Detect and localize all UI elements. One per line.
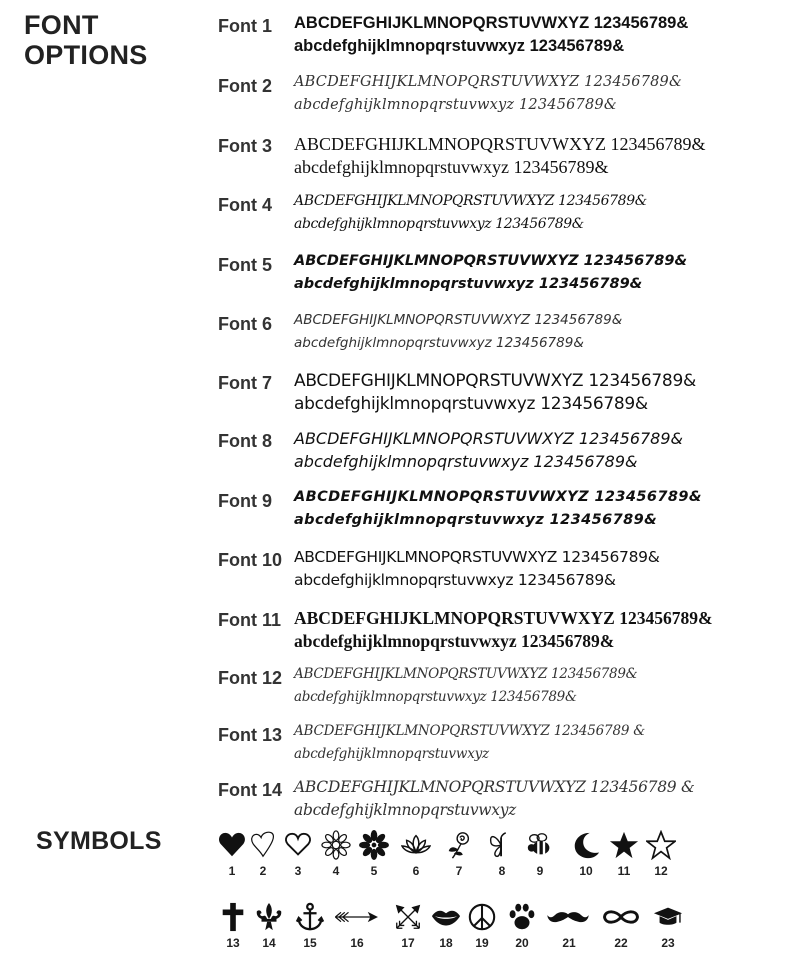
font-sample-uppercase: ABCDEFGHIJKLMNOPQRSTUVWXYZ 123456789& <box>294 371 696 391</box>
infinity-icon <box>601 900 641 934</box>
symbol-number: 13 <box>226 936 240 950</box>
symbol-number: 7 <box>455 864 463 878</box>
symbol-option-16 <box>337 900 377 950</box>
symbol-number: 5 <box>370 864 378 878</box>
heading-line-font: FONT <box>24 10 99 40</box>
font-sample-uppercase: ABCDEFGHIJKLMNOPQRSTUVWXYZ 123456789& <box>294 134 706 154</box>
symbol-number: 11 <box>617 864 631 878</box>
symbol-option-4 <box>316 828 356 878</box>
font-sample-lowercase: abcdefghijklmnopqrstuvwxyz 123456789& <box>294 276 643 292</box>
font-label: Font 7 <box>218 373 272 393</box>
symbol-option-8 <box>482 828 522 878</box>
symbol-number: 9 <box>536 864 544 878</box>
arrow-icon <box>337 900 377 934</box>
font-label: Font 11 <box>218 610 282 630</box>
paw-print-icon <box>502 900 542 934</box>
font-sample-lowercase: abcdefghijklmnopqrstuvwxyz 123456789& <box>294 335 584 351</box>
butterfly-icon <box>482 828 522 862</box>
anchor-icon <box>290 900 330 934</box>
font-sample-lowercase: abcdefghijklmnopqrstuvwxyz 123456789& <box>294 631 615 651</box>
symbol-number: 4 <box>332 864 340 878</box>
font-sample-uppercase: ABCDEFGHIJKLMNOPQRSTUVWXYZ 123456789& <box>294 666 638 682</box>
star-outline-icon <box>641 828 681 862</box>
lotus-icon <box>396 828 436 862</box>
bee-icon <box>520 828 560 862</box>
star-filled-icon <box>604 828 644 862</box>
font-sample-lowercase: abcdefghijklmnopqrstuvwxyz 123456789& <box>294 452 638 471</box>
symbol-number: 6 <box>412 864 420 878</box>
font-sample-uppercase: ABCDEFGHIJKLMNOPQRSTUVWXYZ 123456789& <box>294 429 684 448</box>
symbol-option-20 <box>502 900 542 950</box>
cross-icon <box>213 900 253 934</box>
symbol-option-11 <box>604 828 644 878</box>
crescent-moon-icon <box>566 828 606 862</box>
peace-sign-icon <box>462 900 502 934</box>
daisy-outline-icon <box>316 828 356 862</box>
heart-outline-icon <box>278 828 318 862</box>
font-sample-lowercase: abcdefghijklmnopqrstuvwxyz 123456789& <box>294 512 658 528</box>
rose-icon <box>439 828 479 862</box>
fleur-de-lis-icon <box>249 900 289 934</box>
font-sample-uppercase: ABCDEFGHIJKLMNOPQRSTUVWXYZ 123456789& <box>294 14 689 32</box>
symbol-number: 19 <box>475 936 489 950</box>
font-sample-uppercase: ABCDEFGHIJKLMNOPQRSTUVWXYZ 123456789 & <box>294 778 695 796</box>
symbol-option-19 <box>462 900 502 950</box>
symbol-option-5 <box>354 828 394 878</box>
heart-outline-thin-icon <box>243 828 283 862</box>
graduation-cap-icon <box>648 900 688 934</box>
symbol-number: 14 <box>262 936 276 950</box>
symbol-number: 17 <box>401 936 415 950</box>
mustache-icon <box>549 900 589 934</box>
symbol-option-22 <box>601 900 641 950</box>
font-sample-lowercase: abcdefghijklmnopqrstuvwxyz 123456789& <box>294 37 625 55</box>
symbol-number: 10 <box>579 864 593 878</box>
symbol-number: 1 <box>228 864 236 878</box>
symbol-number: 20 <box>515 936 529 950</box>
font-label: Font 5 <box>218 255 272 275</box>
font-label: Font 3 <box>218 136 272 156</box>
symbols-heading: SYMBOLS <box>36 827 162 855</box>
font-sample-lowercase: abcdefghijklmnopqrstuvwxyz 123456789& <box>294 689 577 705</box>
font-label: Font 13 <box>218 725 283 745</box>
font-label: Font 4 <box>218 195 272 215</box>
symbol-option-18 <box>426 900 466 950</box>
font-label: Font 6 <box>218 314 272 334</box>
font-sample-uppercase: ABCDEFGHIJKLMNOPQRSTUVWXYZ 123456789& <box>294 312 623 328</box>
symbol-number: 21 <box>562 936 576 950</box>
font-label: Font 9 <box>218 491 272 511</box>
font-sample-uppercase: ABCDEFGHIJKLMNOPQRSTUVWXYZ 123456789& <box>294 74 683 90</box>
font-sample-uppercase: ABCDEFGHIJKLMNOPQRSTUVWXYZ 123456789& <box>294 608 713 628</box>
font-label: Font 12 <box>218 668 283 688</box>
symbol-number: 23 <box>661 936 675 950</box>
symbol-option-6 <box>396 828 436 878</box>
font-sample-lowercase: abcdefghijklmnopqrstuvwxyz 123456789& <box>294 571 616 589</box>
symbol-number: 8 <box>498 864 506 878</box>
symbol-option-14 <box>249 900 289 950</box>
symbol-option-23 <box>648 900 688 950</box>
font-sample-lowercase: abcdefghijklmnopqrstuvwxyz <box>294 801 517 819</box>
font-sample-uppercase: ABCDEFGHIJKLMNOPQRSTUVWXYZ 123456789& <box>294 489 702 505</box>
font-label: Font 2 <box>218 76 272 96</box>
symbol-number: 15 <box>303 936 317 950</box>
font-sample-lowercase: abcdefghijklmnopqrstuvwxyz 123456789& <box>294 157 609 177</box>
font-label: Font 10 <box>218 550 283 570</box>
font-sample-uppercase: ABCDEFGHIJKLMNOPQRSTUVWXYZ 123456789 & <box>294 723 646 739</box>
font-sample-uppercase: ABCDEFGHIJKLMNOPQRSTUVWXYZ 123456789& <box>294 548 660 566</box>
heading-line-options: OPTIONS <box>24 40 148 70</box>
font-sample-lowercase: abcdefghijklmnopqrstuvwxyz 123456789& <box>294 394 648 414</box>
flower-filled-icon <box>354 828 394 862</box>
symbol-number: 2 <box>259 864 267 878</box>
symbol-option-7 <box>439 828 479 878</box>
symbol-option-9 <box>520 828 560 878</box>
font-sample-lowercase: abcdefghijklmnopqrstuvwxyz 123456789& <box>294 216 584 232</box>
symbol-option-15 <box>290 900 330 950</box>
symbol-option-12 <box>641 828 681 878</box>
symbol-option-13 <box>213 900 253 950</box>
symbol-option-3 <box>278 828 318 878</box>
font-sample-lowercase: abcdefghijklmnopqrstuvwxyz <box>294 746 489 762</box>
symbol-option-2 <box>243 828 283 878</box>
symbol-number: 3 <box>294 864 302 878</box>
font-sample-uppercase: ABCDEFGHIJKLMNOPQRSTUVWXYZ 123456789& <box>294 253 688 269</box>
symbol-number: 18 <box>439 936 453 950</box>
font-sample-lowercase: abcdefghijklmnopqrstuvwxyz 123456789& <box>294 97 617 113</box>
symbol-option-10 <box>566 828 606 878</box>
lips-icon <box>426 900 466 934</box>
font-sample-uppercase: ABCDEFGHIJKLMNOPQRSTUVWXYZ 123456789& <box>294 193 647 209</box>
font-label: Font 8 <box>218 431 272 451</box>
crossed-arrows-icon <box>388 900 428 934</box>
font-label: Font 1 <box>218 16 272 36</box>
symbol-option-17 <box>388 900 428 950</box>
symbol-option-21 <box>549 900 589 950</box>
symbol-number: 22 <box>614 936 628 950</box>
symbol-number: 12 <box>654 864 668 878</box>
font-label: Font 14 <box>218 780 283 800</box>
symbol-number: 16 <box>350 936 364 950</box>
font-options-heading <box>24 10 204 70</box>
